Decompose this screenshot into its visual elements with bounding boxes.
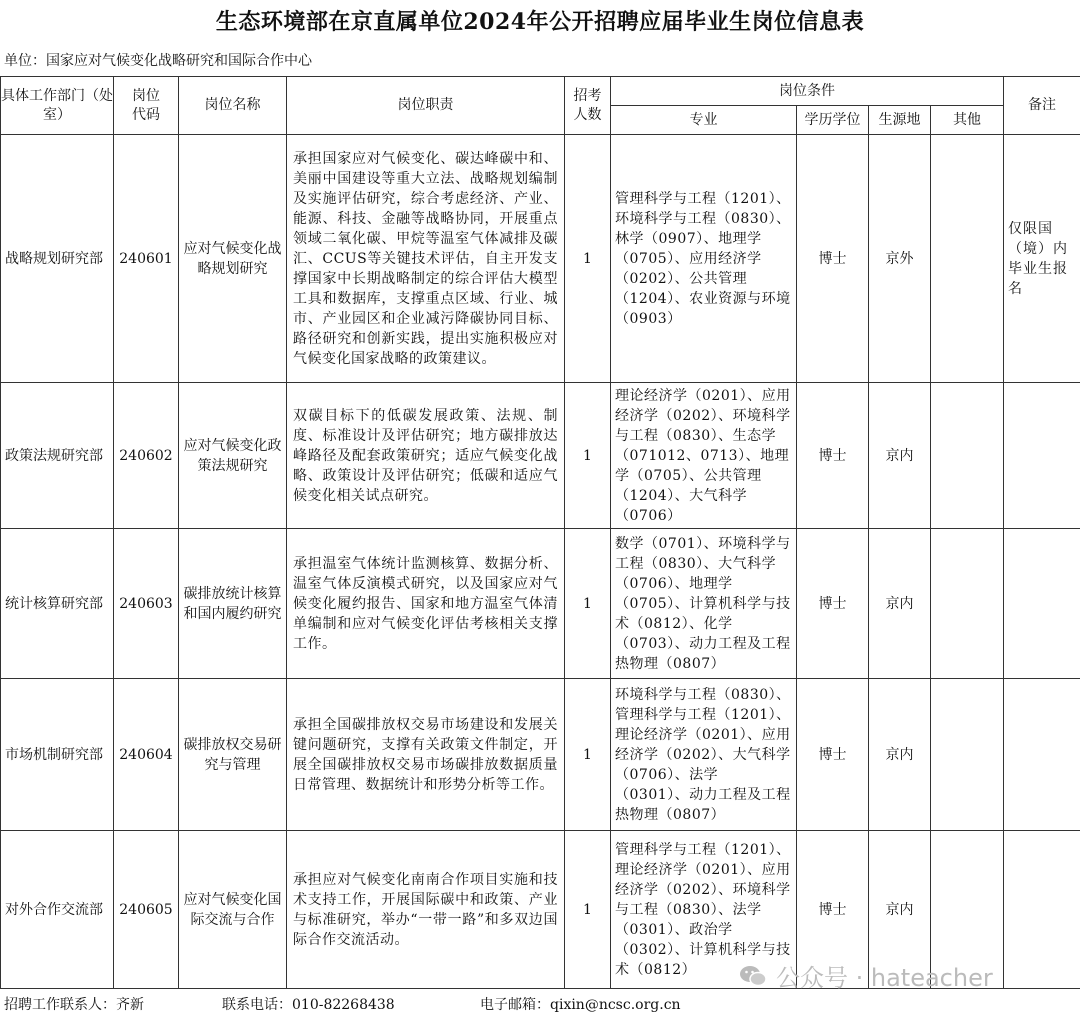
dept-cell: 统计核算研究部 — [1, 529, 114, 679]
duty-cell: 承担全国碳排放权交易市场建设和发展关键问题研究，支撑有关政策文件制定，开展全国碳排放权交易市场碳排放数据质量日常管理、数据统计和形势分析等工作。 — [287, 679, 565, 831]
dept-cell: 市场机制研究部 — [1, 679, 114, 831]
position-name-cell: 碳排放权交易研究与管理 — [179, 679, 287, 831]
header-count: 招考人数 — [565, 77, 611, 135]
degree-cell: 博士 — [797, 383, 869, 529]
dept-cell: 政策法规研究部 — [1, 383, 114, 529]
header-dept: 具体工作部门（处室） — [1, 77, 114, 135]
header-origin: 生源地 — [869, 106, 931, 135]
duty-cell: 承担应对气候变化南南合作项目实施和技术支持工作，开展国际碳中和政策、产业与标准研究，举办“一带一路”和多双边国际合作交流活动。 — [287, 831, 565, 989]
position-name-cell: 应对气候变化国际交流与合作 — [179, 831, 287, 989]
other-cell — [931, 383, 1004, 529]
remark-cell — [1004, 679, 1080, 831]
page-title: 生态环境部在京直属单位2024年公开招聘应届毕业生岗位信息表 — [215, 9, 865, 35]
remark-cell — [1004, 383, 1080, 529]
header-other: 其他 — [931, 106, 1004, 135]
major-cell: 管理科学与工程（1201）、理论经济学（0201）、应用经济学（0202）、环境科学与工程（0830）、法学（0301）、政治学（0302）、计算机科学与技术（0812） — [611, 831, 797, 989]
code-cell: 240605 — [114, 831, 179, 989]
position-name-cell: 应对气候变化政策法规研究 — [179, 383, 287, 529]
degree-cell: 博士 — [797, 679, 869, 831]
contact-phone: 联系电话：010-82268438 — [222, 997, 395, 1013]
code-cell: 240601 — [114, 135, 179, 383]
code-cell: 240603 — [114, 529, 179, 679]
degree-cell: 博士 — [797, 135, 869, 383]
origin-cell: 京内 — [869, 831, 931, 989]
major-cell: 数学（0701）、环境科学与工程（0830）、大气科学（0706）、地理学（0705）、计算机科学与技术（0812）、化学（0703）、动力工程及工程热物理（0807） — [611, 529, 797, 679]
major-cell: 理论经济学（0201）、应用经济学（0202）、环境科学与工程（0830）、生态学（071012、0713）、地理学（0705）、公共管理（1204）、大气科学（0706） — [611, 383, 797, 529]
position-name-cell: 应对气候变化战略规划研究 — [179, 135, 287, 383]
count-cell: 1 — [565, 383, 611, 529]
header-conditions: 岗位条件 — [611, 77, 1004, 106]
header-major: 专业 — [611, 106, 797, 135]
count-cell: 1 — [565, 831, 611, 989]
count-cell: 1 — [565, 529, 611, 679]
duty-cell: 承担温室气体统计监测核算、数据分析、温室气体反演模式研究，以及国家应对气候变化履约报告、国家和地方温室气体清单编制和应对气候变化评估考核相关支撑工作。 — [287, 529, 565, 679]
wechat-icon — [738, 964, 768, 988]
degree-cell: 博士 — [797, 529, 869, 679]
header-degree: 学历学位 — [797, 106, 869, 135]
major-cell: 环境科学与工程（0830）、管理科学与工程（1201）、 理论经济学（0201）、应用经济学（0202）、大气科学（0706）、法学（0301）、动力工程及工程热物理（0807） — [611, 679, 797, 831]
contact-email[interactable]: 电子邮箱：qixin@ncsc.org.cn — [480, 997, 681, 1013]
table-row — [1, 529, 1080, 679]
major-cell: 管理科学与工程（1201）、环境科学与工程（0830）、林学（0907）、地理学（0705）、应用经济学（0202）、公共管理（1204）、农业资源与环境（0903） — [611, 135, 797, 383]
degree-cell: 博士 — [797, 831, 869, 989]
watermark-text: 公众号 · hateacher — [776, 964, 993, 992]
origin-cell: 京内 — [869, 679, 931, 831]
header-duty: 岗位职责 — [287, 77, 565, 135]
contact-person: 招聘工作联系人：齐新 — [4, 997, 144, 1013]
origin-cell: 京内 — [869, 383, 931, 529]
code-cell: 240604 — [114, 679, 179, 831]
header-code: 岗位代码 — [114, 77, 179, 135]
table-row — [1, 135, 1080, 383]
duty-cell: 承担国家应对气候变化、碳达峰碳中和、美丽中国建设等重大立法、战略规划编制及实施评估研究，综合考虑经济、产业、能源、科技、金融等战略协同，开展重点领域二氧化碳、甲烷等温室气体减排及碳汇、CCUS等关键技术评估，自主开发支撑国家中长期战略制定的综合评估大模型工具和数据库，支撑重点区域、行业、城市、产业园区和企业减污降碳协同目标、路径研究和创新实践，提出实施积极应对气候变化国家战略的政策建议。 — [287, 135, 565, 383]
job-table — [0, 76, 1080, 989]
header-remark: 备注 — [1004, 77, 1080, 135]
table-row — [1, 679, 1080, 831]
dept-cell: 对外合作交流部 — [1, 831, 114, 989]
remark-cell — [1004, 529, 1080, 679]
count-cell: 1 — [565, 135, 611, 383]
code-cell: 240602 — [114, 383, 179, 529]
dept-cell: 战略规划研究部 — [1, 135, 114, 383]
remark-cell: 仅限国（境）内毕业生报名 — [1004, 135, 1080, 383]
count-cell: 1 — [565, 679, 611, 831]
other-cell — [931, 679, 1004, 831]
table-row — [1, 383, 1080, 529]
position-name-cell: 碳排放统计核算和国内履约研究 — [179, 529, 287, 679]
other-cell — [931, 529, 1004, 679]
remark-cell — [1004, 831, 1080, 989]
unit-line: 单位：国家应对气候变化战略研究和国际合作中心 — [4, 53, 312, 69]
other-cell — [931, 135, 1004, 383]
origin-cell: 京内 — [869, 529, 931, 679]
header-name: 岗位名称 — [179, 77, 287, 135]
origin-cell: 京外 — [869, 135, 931, 383]
watermark — [738, 958, 993, 993]
duty-cell: 双碳目标下的低碳发展政策、法规、制度、标准设计及评估研究；地方碳排放达峰路径及配套政策研究；适应气候变化战略、政策设计及评估研究；低碳和适应气候变化相关试点研究。 — [287, 383, 565, 529]
